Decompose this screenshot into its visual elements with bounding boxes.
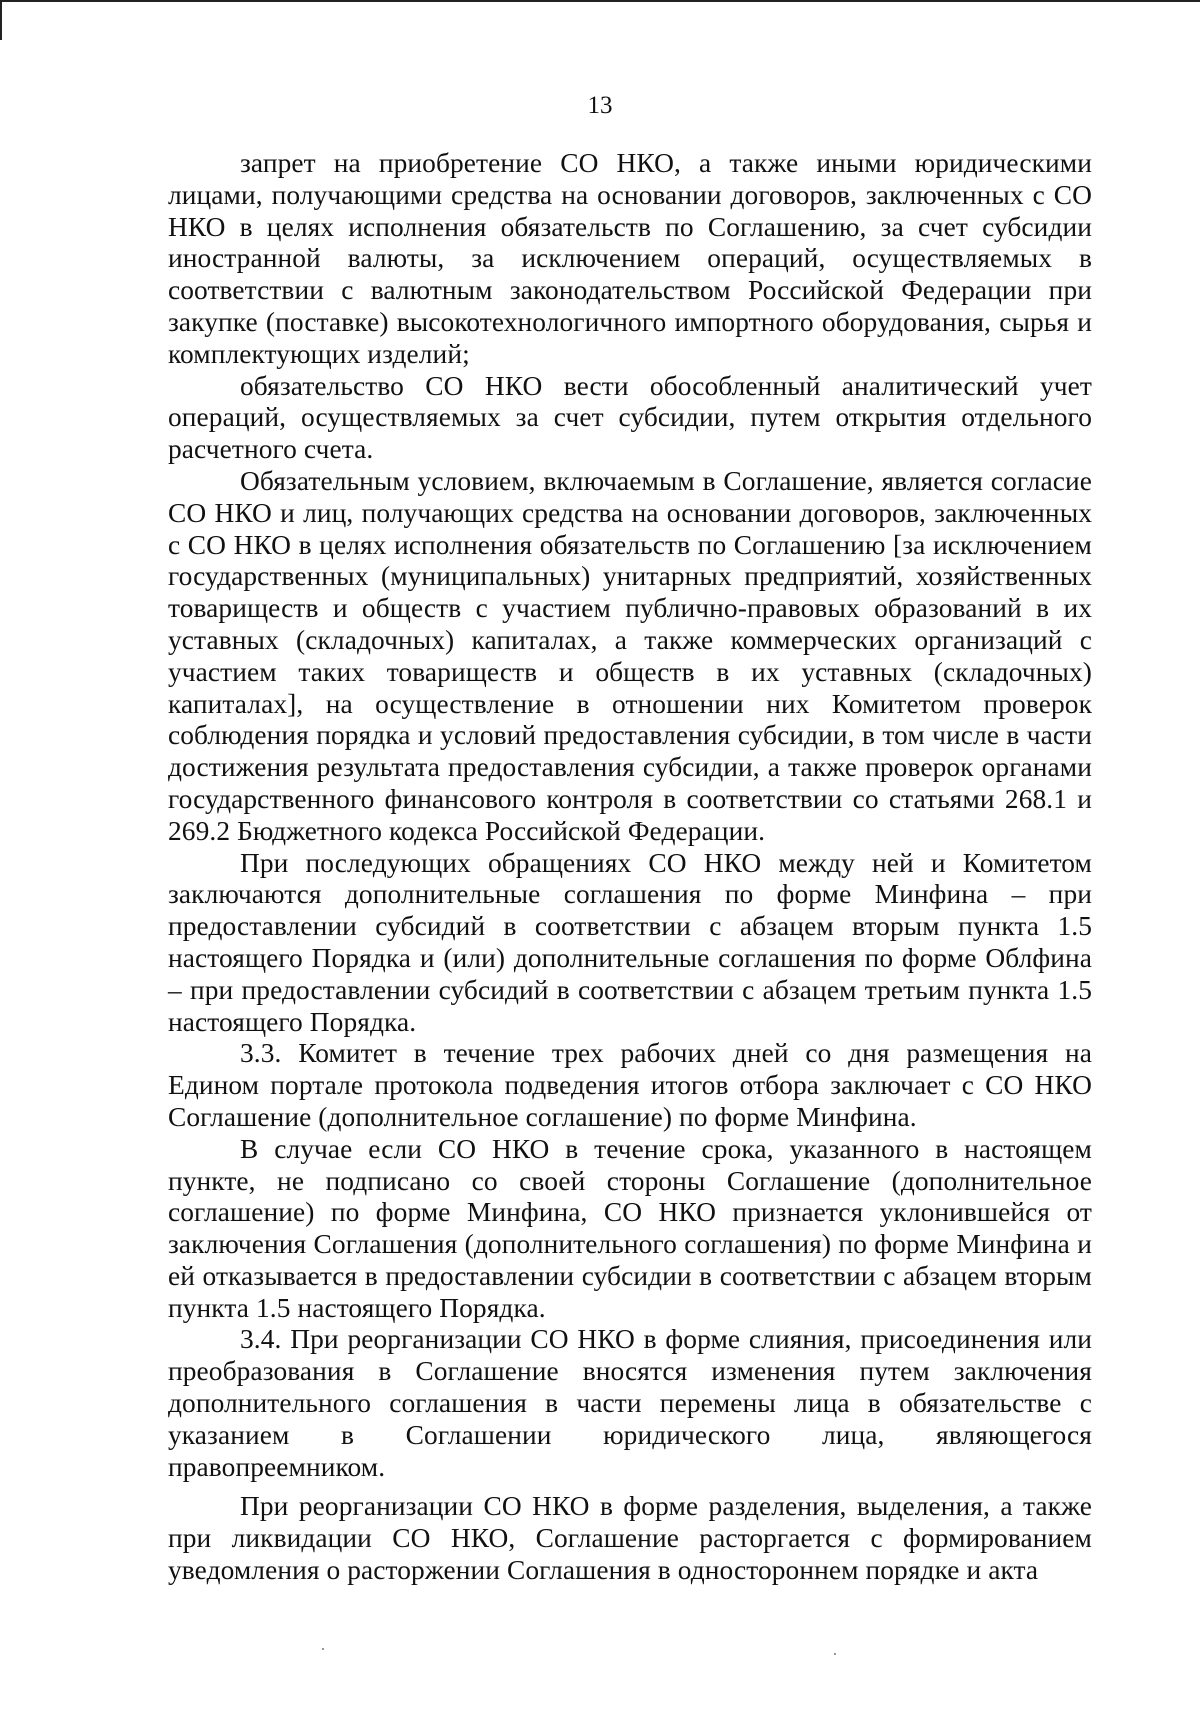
scan-speck — [322, 1648, 324, 1650]
paragraph: обязательство СО НКО вести обособленный аналитический учет операций, осуществляемых за счет субсидии, путем открытия отдельного расчетного счета. — [168, 370, 1092, 465]
scan-speck — [834, 1653, 836, 1655]
scan-border — [0, 0, 1200, 2]
scan-border — [0, 0, 2, 40]
page-number: 13 — [587, 92, 613, 119]
paragraph: Обязательным условием, включаемым в Соглашение, является согласие СО НКО и лиц, получающих средства на основании договоров, заключенных с СО НКО в целях исполнения обязательств по Соглашению [за исключением государственных (муниципальных) унитарных предприятий, хозяйственных товариществ и обществ с участием публично-правовых образований в их уставных (складочных) капиталах, а также коммерческих организаций с участием таких товариществ и обществ в их уставных (складочных) капиталах], на осуществление в отношении них Комитетом проверок соблюдения порядка и условий предоставления субсидии, в том числе в части достижения результата предоставления субсидии, а также проверок органами государственного финансового контроля в соответствии со статьями 268.1 и 269.2 Бюджетного кодекса Российской Федерации. — [168, 465, 1092, 846]
paragraph: При реорганизации СО НКО в форме разделения, выделения, а также при ликвидации СО НКО, Соглашение расторгается с формированием уведомления о расторжении Соглашения в одностороннем порядке и акта — [168, 1491, 1092, 1586]
paragraph: запрет на приобретение СО НКО, а также иными юридическими лицами, получающими средства на основании договоров, заключенных с СО НКО в целях исполнения обязательств по Соглашению, за счет субсидии иностранной валюты, за исключением операций, осуществляемых в соответствии с валютным законодательством Российской Федерации при закупке (поставке) высокотехнологичного импортного оборудования, сырья и комплектующих изделий; — [168, 148, 1092, 369]
paragraph: 3.3. Комитет в течение трех рабочих дней со дня размещения на Едином портале протокола подведения итогов отбора заключает с СО НКО Соглашение (дополнительное соглашение) по форме Минфина. — [168, 1038, 1092, 1132]
paragraph: 3.4. При реорганизации СО НКО в форме слияния, присоединения или преобразования в Соглашение вносятся изменения путем заключения дополнительного соглашения в части перемены лица в обязательстве с указанием в Соглашении юридического лица, являющегося правопреемником. — [168, 1324, 1092, 1482]
document-body — [168, 148, 1092, 1587]
paragraph: При последующих обращениях СО НКО между ней и Комитетом заключаются дополнительные соглашения по форме Минфина – при предоставлении субсидий в соответствии с абзацем вторым пункта 1.5 настоящего Порядка и (или) дополнительные соглашения по форме Облфина – при предоставлении субсидий в соответствии с абзацем третьим пункта 1.5 настоящего Порядка. — [168, 847, 1092, 1037]
paragraph: В случае если СО НКО в течение срока, указанного в настоящем пункте, не подписано со своей стороны Соглашение (дополнительное соглашение) по форме Минфина, СО НКО признается уклонившейся от заключения Соглашения (дополнительного соглашения) по форме Минфина и ей отказывается в предоставлении субсидии в соответствии с абзацем вторым пункта 1.5 настоящего Порядка. — [168, 1133, 1092, 1323]
